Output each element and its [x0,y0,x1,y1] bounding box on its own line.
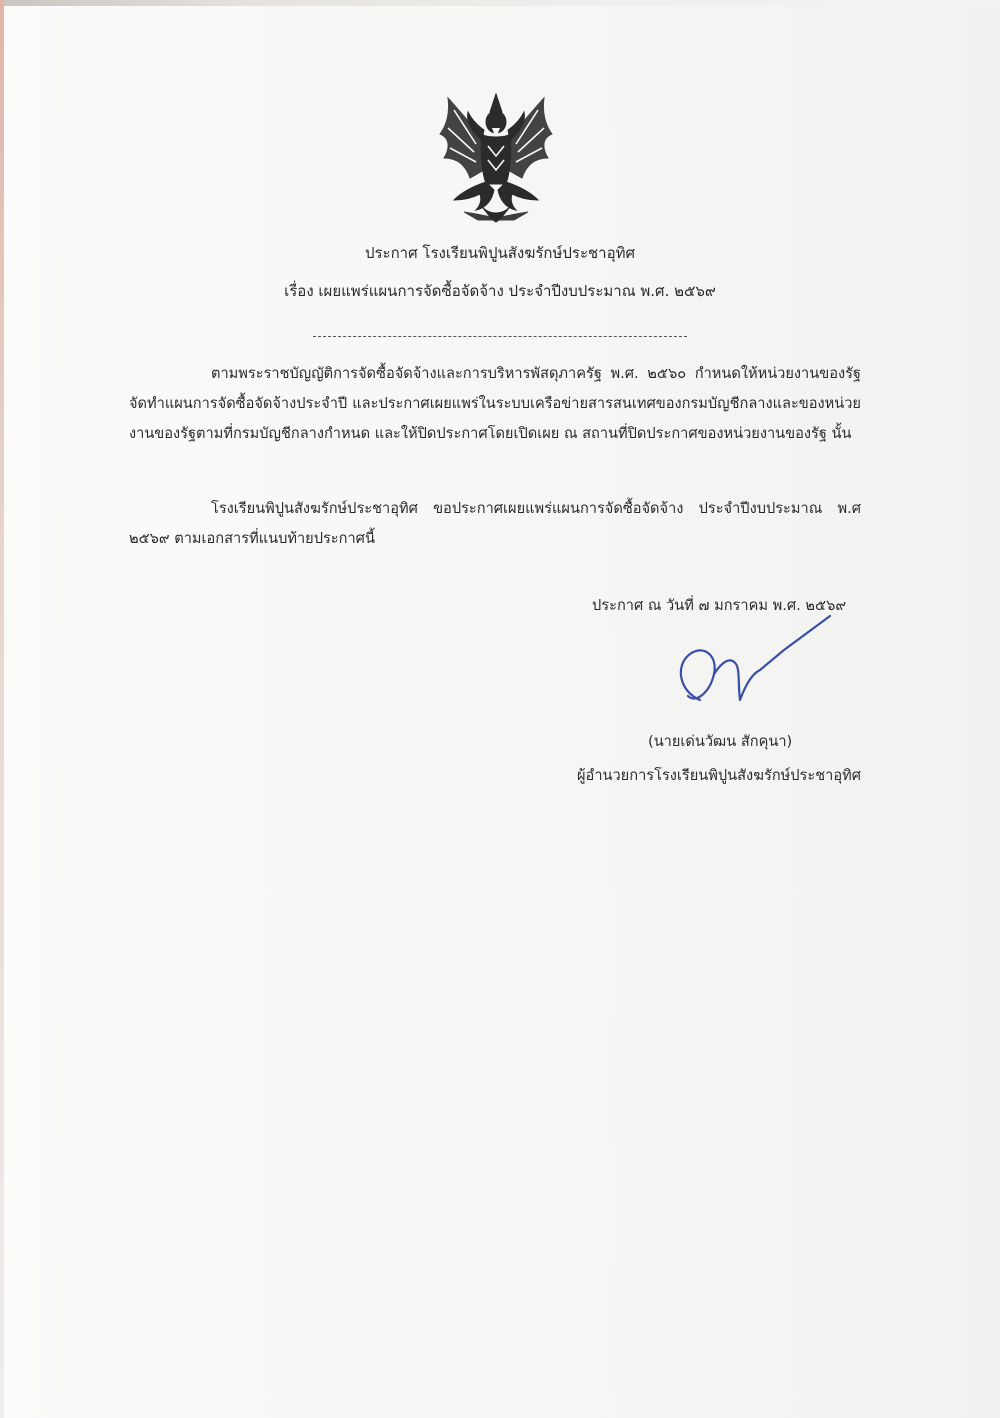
signature-icon [660,600,860,730]
heading-divider [313,336,687,337]
paper-left-edge [0,0,4,1418]
signer-name: (นายเด่นวัฒน สักคุนา) [648,733,793,750]
announcement-subject: เรื่อง เผยแพร่แผนการจัดซื้อจัดจ้าง ประจำปีงบประมาณ พ.ศ. ๒๕๖๙ [284,282,716,300]
announcement-date: ประกาศ ณ วันที่ ๗ มกราคม พ.ศ. ๒๕๖๙ [592,597,847,614]
paper-top-edge [0,0,1000,6]
signer-title: ผู้อำนวยการโรงเรียนพิปูนสังฆรักษ์ประชาอุทิศ [577,767,861,784]
announcement-title: ประกาศ โรงเรียนพิปูนสังฆรักษ์ประชาอุทิศ [364,244,636,262]
body-paragraph-2: โรงเรียนพิปูนสังฆรักษ์ประชาอุทิศ ขอประกาศเผยแพร่แผนการจัดซื้อจัดจ้าง ประจำปีงบประมาณ พ.ศ ๒๕๖๙ ตามเอกสารที่แนบท้ายประกาศนี้ [129,500,861,547]
garuda-emblem-icon [436,92,556,224]
body-paragraph-1: ตามพระราชบัญญัติการจัดซื้อจัดจ้างและการบริหารพัสดุภาครัฐ พ.ศ. ๒๕๖๐ กำหนดให้หน่วยงานของรัฐจัดทำแผนการจัดซื้อจัดจ้างประจำปี และประกาศเผยแพร่ในระบบเครือข่ายสารสนเทศของกรมบัญชีกลางและของหน่วยงานของรัฐตามที่กรมบัญชีกลางกำหนด และให้ปิดประกาศโดยเปิดเผย ณ สถานที่ปิดประกาศของหน่วยงานของรัฐ นั้น [129,365,861,442]
